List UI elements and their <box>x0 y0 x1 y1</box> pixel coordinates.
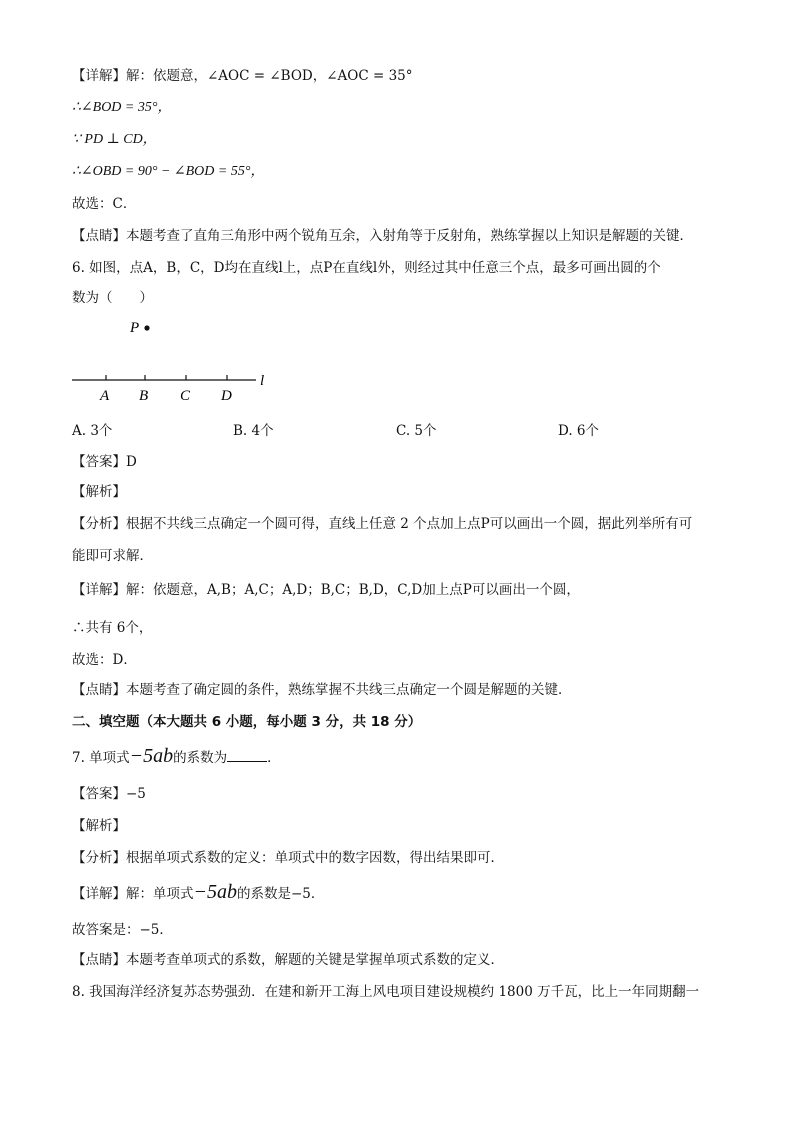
q7-detail-expr: −5ab <box>193 881 237 903</box>
q5-detail-text: 解：依题意，∠AOC = ∠BOD，∠AOC = 35° <box>126 68 413 84</box>
q8-stem-line1: 8. 我国海洋经济复苏态势强劲．在建和新开工海上风电项目建设规模约 1800 万千瓦，比上一年同期翻一 <box>72 984 700 1000</box>
q7-detail-post: 的系数是−5． <box>237 886 325 902</box>
q6-answer <box>72 452 137 472</box>
q6-total: ∴共有 6个， <box>72 620 153 636</box>
q7-detail-pre: 解：单项式 <box>126 886 194 902</box>
analyze-tag: 【分析】 <box>72 850 126 866</box>
section-heading: 二、填空题（本大题共 6 小题，每小题 3 分，共 18 分） <box>72 714 422 730</box>
q7-analysis-tag: 【解析】 <box>72 818 126 834</box>
point-a-label: A <box>100 388 110 402</box>
q7-stem-pre: 7. 单项式 <box>72 750 130 766</box>
point-d-label: D <box>221 388 232 402</box>
answer-tag: 【答案】 <box>72 454 126 470</box>
option-c: C. 5个 <box>396 423 437 439</box>
point-c-label: C <box>180 388 191 402</box>
comment-tag: 【点睛】 <box>72 952 126 968</box>
answer-blank <box>227 749 267 762</box>
point-p-dot <box>144 325 149 330</box>
comment-tag: 【点睛】 <box>72 682 126 698</box>
q5-choose: 故选：C． <box>72 196 137 212</box>
q7-detail <box>72 882 324 904</box>
option-d: D. 6个 <box>558 423 600 439</box>
q5-step2: ∵ PD ⊥ CD， <box>72 132 157 147</box>
analyze-tag: 【分析】 <box>72 516 126 532</box>
comment-tag: 【点睛】 <box>72 228 126 244</box>
q6-choose: 故选：D． <box>72 652 137 668</box>
option-b: B. 4个 <box>233 423 274 439</box>
q7-stem <box>72 746 281 768</box>
line-l-label: l <box>260 373 265 389</box>
q7-stem-expr: −5ab <box>129 745 174 767</box>
q7-final: 故答案是：−5． <box>72 922 173 938</box>
point-b-label: B <box>139 388 149 402</box>
q7-comment <box>72 950 504 970</box>
detail-tag: 【详解】 <box>72 582 126 598</box>
q6-analysis-tag: 【解析】 <box>72 484 126 500</box>
q6-detail <box>72 580 580 600</box>
q7-analyze <box>72 848 504 868</box>
q6-stem-line2: 数为（ ） <box>72 290 153 306</box>
q5-detail <box>72 66 413 86</box>
q7-stem-end: ． <box>267 750 281 766</box>
q5-comment <box>72 226 693 246</box>
q7-answer-value: −5 <box>126 786 146 802</box>
q5-step3: ∴∠OBD = 90° − ∠BOD = 55°， <box>72 164 265 179</box>
q6-figure <box>72 312 292 402</box>
q6-comment-text: 本题考查了确定圆的条件，熟练掌握不共线三点确定一个圆是解题的关键． <box>126 682 572 698</box>
q6-stem-line1: 6. 如图，点A，B，C，D均在直线l上，点P在直线l外，则经过其中任意三个点，最多可画出圆的个 <box>72 260 661 276</box>
q6-analyze-line2: 能即可求解． <box>72 548 153 564</box>
answer-tag: 【答案】 <box>72 786 126 802</box>
q7-stem-post: 的系数为 <box>173 750 228 766</box>
q6-analyze-line1 <box>72 514 692 534</box>
q7-answer <box>72 784 146 804</box>
detail-tag: 【详解】 <box>72 68 126 84</box>
option-a: A. 3个 <box>72 423 113 439</box>
q6-analyze-text: 根据不共线三点确定一个圆可得，直线上任意 2 个点加上点P可以画出一个圆，据此列举所有可 <box>126 516 693 532</box>
q6-detail-text: 解：依题意，A,B；A,C；A,D；B,C；B,D，C,D加上点P可以画出一个圆， <box>126 582 580 598</box>
detail-tag: 【详解】 <box>72 886 126 902</box>
q6-comment <box>72 680 572 700</box>
q6-answer-value: D <box>126 454 137 470</box>
q5-comment-text: 本题考查了直角三角形中两个锐角互余，入射角等于反射角，熟练掌握以上知识是解题的关键． <box>126 228 693 244</box>
point-p-label: P <box>130 320 140 336</box>
q7-comment-text: 本题考查单项式的系数，解题的关键是掌握单项式系数的定义． <box>126 952 504 968</box>
q7-analyze-text: 根据单项式系数的定义：单项式中的数字因数，得出结果即可． <box>126 850 504 866</box>
q5-step1: ∴∠BOD = 35°， <box>72 100 172 115</box>
